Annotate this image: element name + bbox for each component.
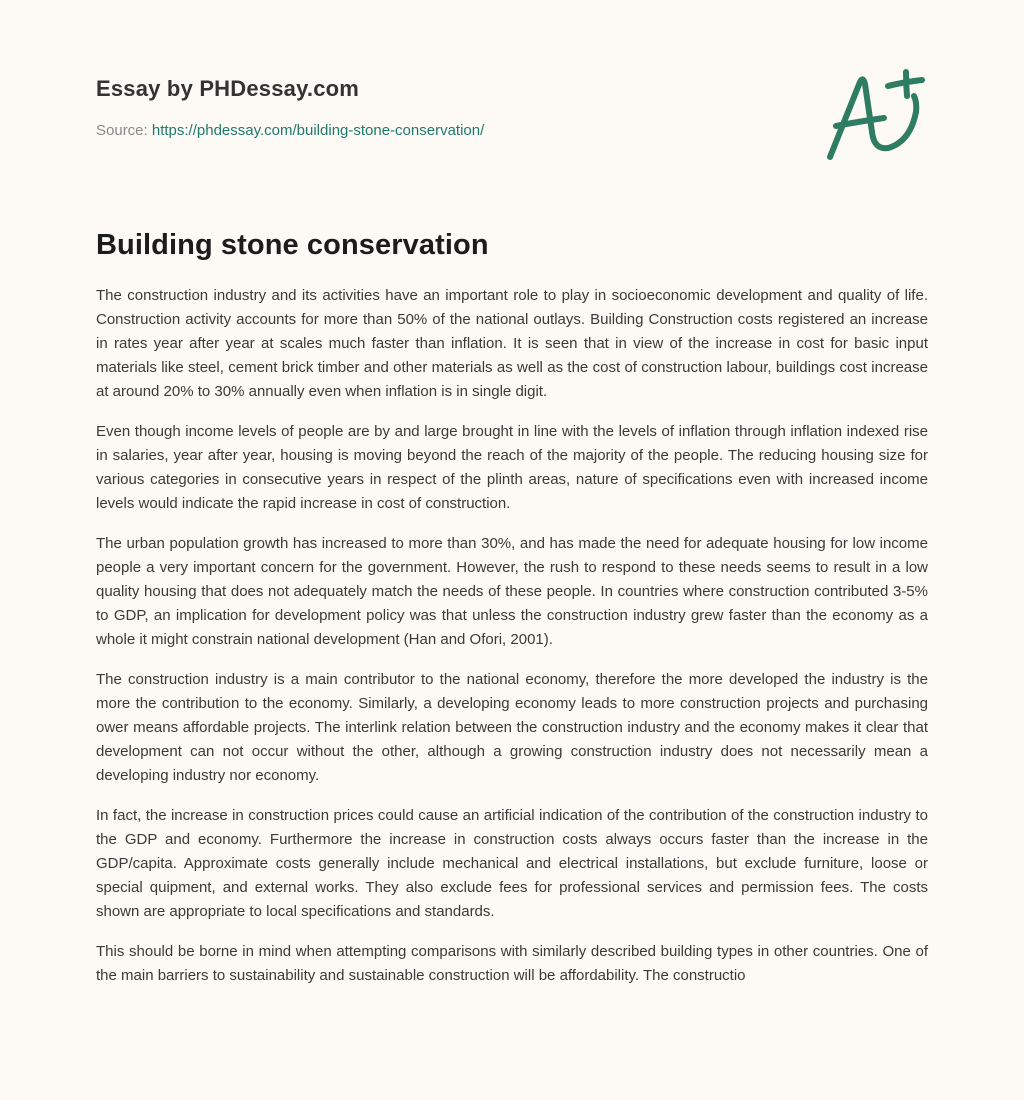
site-title: Essay by PHDessay.com [96, 76, 360, 101]
source-link[interactable]: https://phdessay.com/building-stone-conservation/ [151, 122, 485, 139]
essay-paragraph: The urban population growth has increased to more than 30%, and has made the need for adequate housing for low income people a very important concern for the government. However, the rush to respond to these needs seems to result in a low quality housing that does not adequately match the needs of these people. In countries where construction contributed 3-5% to GDP, an implication for development policy was that unless the construction industry grew faster than the economy as a whole it might constrain national development (Han and Ofori, 2001). [96, 535, 928, 648]
a-plus-grade-icon [818, 62, 938, 172]
essay-paragraph: The construction industry is a main contributor to the national economy, therefore the more developed the industry is the more the contribution to the economy. Similarly, a developing economy leads to more construction projects and purchasing ower means affordable projects. The interlink relation between the construction industry and the economy makes it clear that development can not occur without the other, although a growing construction industry does not necessarily mean a developing industry nor economy. [96, 671, 928, 784]
source-label: Source: [96, 122, 152, 139]
page-header [96, 74, 796, 142]
essay-paragraph: This should be borne in mind when attempting comparisons with similarly described building types in other countries. One of the main barriers to sustainability and sustainable construction will be affordability. The constructio [96, 943, 928, 984]
source-line [96, 120, 796, 142]
essay-paragraph: Even though income levels of people are by and large brought in line with the levels of inflation through inflation indexed rise in salaries, year after year, housing is moving beyond the reach of the majority of the people. The reducing housing size for various categories in consecutive years in respect of the plinth areas, nature of specifications even with increased income levels would indicate the rapid increase in cost of construction. [96, 423, 928, 512]
essay-paragraph: In fact, the increase in construction prices could cause an artificial indication of the contribution of the construction industry to the GDP and economy. Furthermore the increase in construction costs always occurs faster than the increase in the GDP/capita. Approximate costs generally include mechanical and electrical installations, but exclude furniture, loose or special quipment, and external works. They also exclude fees for professional services and permission fees. The costs shown are appropriate to local specifications and standards. [96, 807, 928, 920]
essay-paragraph: The construction industry and its activities have an important role to play in socioeconomic development and quality of life. Construction activity accounts for more than 50% of the national outlays. Building Construction costs registered an increase in rates year after year at scales much faster than inflation. It is seen that in view of the increase in cost for basic input materials like steel, cement brick timber and other materials as well as the cost of construction labour, buildings cost increase at around 20% to 30% annually even when inflation is in single digit. [96, 287, 928, 400]
essay-body [96, 284, 928, 1004]
essay-title: Building stone conservation [96, 229, 489, 261]
